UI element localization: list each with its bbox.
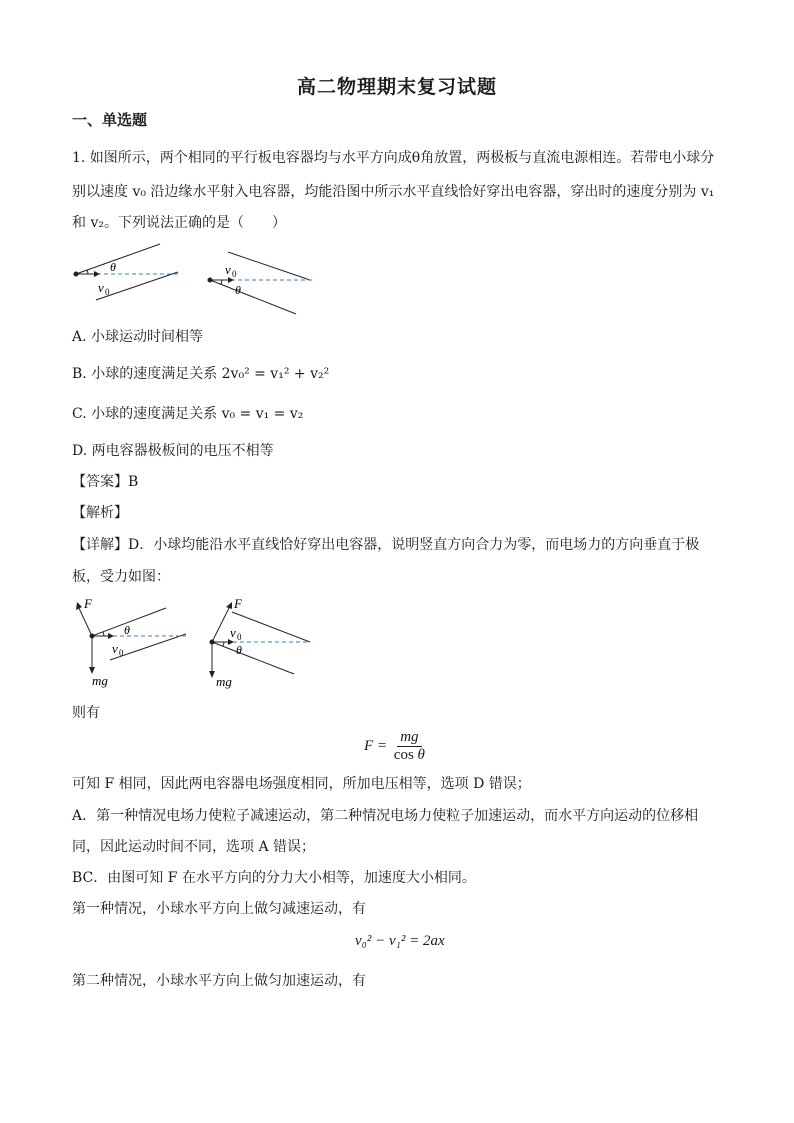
svg-text:v: v bbox=[98, 280, 104, 295]
force-diagram-left bbox=[76, 596, 186, 688]
option-d: D. 两电容器极板间的电压不相等 bbox=[72, 443, 274, 459]
conclusion-line-5: 第一种情况，小球水平方向上做匀减速运动，有 bbox=[72, 901, 366, 917]
svg-text:0: 0 bbox=[119, 648, 124, 658]
formula-f-fraction bbox=[391, 729, 428, 764]
page-title: 高二物理期末复习试题 bbox=[296, 76, 497, 98]
svg-text:mg: mg bbox=[216, 674, 232, 689]
svg-text:v: v bbox=[112, 641, 118, 656]
svg-text:θ: θ bbox=[236, 643, 242, 657]
formula-f-denominator: cos θ bbox=[393, 747, 425, 763]
capacitor-diagram bbox=[70, 238, 330, 320]
option-c: C. 小球的速度满足关系 v₀ = v₁ = v₂ bbox=[72, 406, 304, 422]
option-a: A. 小球运动时间相等 bbox=[72, 329, 204, 345]
svg-text:0: 0 bbox=[237, 632, 242, 642]
conclusion-line-3: 同，因此运动时间不同，选项 A 错误； bbox=[72, 839, 316, 855]
then-have: 则有 bbox=[72, 705, 100, 721]
svg-text:v: v bbox=[230, 625, 236, 640]
formula-f bbox=[364, 729, 428, 764]
svg-text:mg: mg bbox=[92, 673, 108, 688]
capacitor-left bbox=[74, 244, 179, 300]
question-line-3: 和 v₂。下列说法正确的是（ ） bbox=[72, 215, 286, 231]
force-diagram bbox=[70, 594, 330, 694]
conclusion-line-7: 第二种情况，小球水平方向上做匀加速运动，有 bbox=[72, 973, 366, 989]
option-b: B. 小球的速度满足关系 2v₀² = v₁² + v₂² bbox=[72, 366, 330, 382]
svg-text:0: 0 bbox=[105, 287, 110, 297]
conclusion-line-2: A．第一种情况电场力使粒子减速运动，第二种情况电场力使粒子加速运动，而水平方向运动的位移相 bbox=[72, 808, 699, 824]
svg-text:θ: θ bbox=[110, 260, 116, 274]
question-line-2: 别以速度 v₀ 沿边缘水平射入电容器，均能沿图中所示水平直线恰好穿出电容器，穿出时的速度分别为 v₁ bbox=[72, 184, 715, 200]
formula-kinematics: v₀² − v₁² = 2ax bbox=[355, 933, 445, 949]
svg-text:F: F bbox=[84, 596, 92, 611]
question-line-1: 1. 如图所示，两个相同的平行板电容器均与水平方向成θ角放置，两极板与直流电源相连。若带电小球分 bbox=[72, 150, 715, 166]
svg-text:θ: θ bbox=[235, 283, 241, 297]
analysis-label: 【解析】 bbox=[72, 505, 128, 521]
formula-f-lhs: F = bbox=[364, 738, 388, 754]
force-diagram-right bbox=[209, 596, 310, 689]
svg-text:θ: θ bbox=[124, 623, 130, 637]
svg-text:v: v bbox=[225, 262, 231, 277]
formula-f-numerator: mg bbox=[397, 729, 421, 747]
svg-text:F: F bbox=[234, 596, 242, 611]
capacitor-right bbox=[208, 252, 313, 314]
conclusion-line-4: BC．由图可知 F 在水平方向的分力大小相等，加速度大小相同。 bbox=[72, 870, 476, 886]
detail-line-1: 【详解】D．小球均能沿水平直线恰好穿出电容器，说明竖直方向合力为零，而电场力的方向垂直于极 bbox=[72, 537, 700, 553]
conclusion-line-1: 可知 F 相同，因此两电容器电场强度相同，所加电压相等，选项 D 错误； bbox=[72, 776, 531, 792]
detail-line-2: 板，受力如图： bbox=[72, 569, 170, 585]
answer-line: 【答案】B bbox=[72, 474, 139, 490]
section-heading: 一、单选题 bbox=[72, 111, 148, 129]
svg-text:0: 0 bbox=[232, 269, 237, 279]
